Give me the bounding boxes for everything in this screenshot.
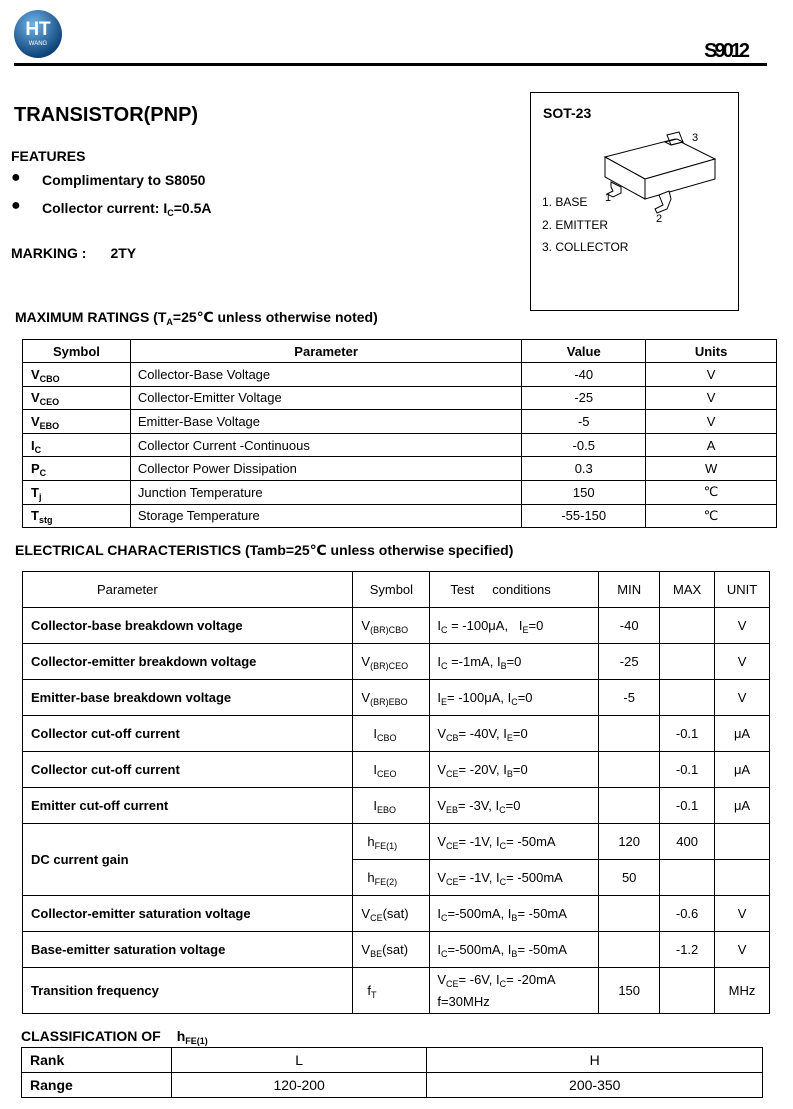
col-parameter: Parameter (23, 572, 353, 608)
max-cell: -0.1 (660, 716, 715, 752)
table-row (23, 968, 770, 1014)
company-logo (12, 8, 64, 60)
sot23-package-icon (595, 129, 735, 224)
min-cell (599, 932, 660, 968)
unit-cell: MHz (715, 968, 770, 1014)
unit-cell: μA (715, 752, 770, 788)
max-cell: 400 (660, 824, 715, 860)
bullet-icon: ● (11, 169, 21, 186)
symbol-cell: $V_{(BR)CEO}$ (353, 644, 430, 680)
lead-1-label: 1 (605, 192, 612, 204)
max-cell (660, 860, 715, 896)
marking-line: MARKING : 2TY (11, 245, 137, 261)
parameter-cell: Storage Temperature (130, 504, 521, 528)
col-min: MIN (599, 572, 660, 608)
table-row (23, 680, 770, 716)
unit-cell: W (646, 457, 777, 481)
parameter-cell: Emitter-Base Voltage (130, 410, 521, 434)
value-cell: -55-150 (522, 504, 646, 528)
unit-cell (715, 824, 770, 860)
table-row (22, 1048, 763, 1073)
value-cell: 0.3 (522, 457, 646, 481)
col-unit: UNIT (715, 572, 770, 608)
table-row (22, 1073, 763, 1098)
table-row (23, 386, 777, 410)
range-label: Range (22, 1073, 172, 1098)
parameter-cell: Junction Temperature (130, 480, 521, 504)
parameter-cell: Emitter-base breakdown voltage (23, 680, 353, 716)
unit-cell: V (646, 410, 777, 434)
symbol-cell: $V_{CE}(sat)$ (353, 896, 430, 932)
min-cell (599, 752, 660, 788)
table-row (23, 716, 770, 752)
min-cell (599, 896, 660, 932)
table-row (23, 608, 770, 644)
parameter-cell: Collector-emitter saturation voltage (23, 896, 353, 932)
col-test-conditions: Test conditions (430, 572, 599, 608)
feature-item-2: ● Collector current: $I_C=0.5A$ (11, 197, 212, 218)
pin-label-emitter: 2. EMITTER (542, 218, 609, 232)
logo-subtext: WANG (28, 41, 48, 47)
symbol-cell: $f_T$ (353, 968, 430, 1014)
parameter-cell: Emitter cut-off current (23, 788, 353, 824)
parameter-cell: Collector-emitter breakdown voltage (23, 644, 353, 680)
unit-cell: V (715, 644, 770, 680)
parameter-cell: Base-emitter saturation voltage (23, 932, 353, 968)
features-heading: FEATURES (11, 148, 86, 164)
max-cell: -0.6 (660, 896, 715, 932)
value-cell: 150 (522, 480, 646, 504)
parameter-cell: DC current gain (23, 824, 353, 896)
min-cell (599, 716, 660, 752)
value-cell: -25 (522, 386, 646, 410)
table-header-row (23, 340, 777, 363)
lead-3-label: 3 (692, 132, 699, 144)
symbol-cell: $V_{EBO}$ (23, 410, 131, 434)
unit-cell: μA (715, 788, 770, 824)
electrical-heading: ELECTRICAL CHARACTERISTICS (Tamb=25℃ unless otherwise specified) (15, 542, 514, 558)
unit-cell (715, 860, 770, 896)
bullet-icon: ● (11, 197, 21, 214)
symbol-cell: $I_{CEO}$ (353, 752, 430, 788)
rank-label: Rank (22, 1048, 172, 1073)
symbol-cell: $h_{FE(1)}$ (353, 824, 430, 860)
col-symbol: Symbol (23, 340, 131, 363)
condition-cell: $V_{EB}= -3V$, $I_C=0$ (430, 788, 599, 824)
condition-cell: $I_C =-1mA$, $I_B=0$ (430, 644, 599, 680)
parameter-cell: Collector cut-off current (23, 716, 353, 752)
max-cell: -1.2 (660, 932, 715, 968)
parameter-cell: Collector Power Dissipation (130, 457, 521, 481)
table-row (23, 504, 777, 528)
symbol-cell: $T_{stg}$ (23, 504, 131, 528)
classification-heading: CLASSIFICATION OF $h_{FE(1)}$ (21, 1028, 208, 1046)
col-parameter: Parameter (130, 340, 521, 363)
max-ratings-table (22, 339, 777, 528)
part-number: S9012 (704, 40, 747, 62)
table-header-row (23, 572, 770, 608)
condition-cell: $I_C = -100\mu A$, $I_E=0$ (430, 608, 599, 644)
condition-cell: $V_{CE}= -1V$, $I_C= -500mA$ (430, 860, 599, 896)
parameter-cell: Collector-Emitter Voltage (130, 386, 521, 410)
table-row (23, 788, 770, 824)
symbol-cell: $P_C$ (23, 457, 131, 481)
symbol-cell: $V_{CBO}$ (23, 363, 131, 387)
col-value: Value (522, 340, 646, 363)
parameter-cell: Transition frequency (23, 968, 353, 1014)
table-row (23, 824, 770, 860)
min-cell: -40 (599, 608, 660, 644)
symbol-cell: $V_{CEO}$ (23, 386, 131, 410)
col-max: MAX (660, 572, 715, 608)
unit-cell: ℃ (646, 480, 777, 504)
symbol-cell: $V_{(BR)EBO}$ (353, 680, 430, 716)
min-cell: 120 (599, 824, 660, 860)
symbol-cell: $I_{CBO}$ (353, 716, 430, 752)
rank-cell: L (171, 1048, 427, 1073)
unit-cell: V (715, 896, 770, 932)
max-ratings-heading: MAXIMUM RATINGS ($T_A=25℃$ unless otherwise noted) (15, 309, 378, 327)
parameter-cell: Collector cut-off current (23, 752, 353, 788)
col-symbol: Symbol (353, 572, 430, 608)
table-row (23, 363, 777, 387)
unit-cell: V (646, 363, 777, 387)
symbol-cell: $I_C$ (23, 433, 131, 457)
pin-label-collector: 3. COLLECTOR (542, 240, 629, 254)
value-cell: -40 (522, 363, 646, 387)
symbol-cell: $V_{(BR)CBO}$ (353, 608, 430, 644)
min-cell: 50 (599, 860, 660, 896)
rank-cell: H (427, 1048, 763, 1073)
condition-cell: $V_{CE}= -20V$, $I_B=0$ (430, 752, 599, 788)
logo-letters: HT (25, 19, 51, 40)
value-cell: -0.5 (522, 433, 646, 457)
col-units: Units (646, 340, 777, 363)
max-cell (660, 644, 715, 680)
max-cell (660, 608, 715, 644)
max-cell: -0.1 (660, 788, 715, 824)
unit-cell: V (715, 932, 770, 968)
table-row (23, 433, 777, 457)
symbol-cell: $T_j$ (23, 480, 131, 504)
unit-cell: V (646, 386, 777, 410)
symbol-cell: $I_{EBO}$ (353, 788, 430, 824)
table-row (23, 410, 777, 434)
unit-cell: ℃ (646, 504, 777, 528)
condition-cell: $V_{CE}= -6V$, $I_C= -20mA$ f=30MHz (430, 968, 599, 1014)
package-title: SOT-23 (543, 105, 592, 121)
min-cell: -5 (599, 680, 660, 716)
table-row (23, 932, 770, 968)
parameter-cell: Collector-base breakdown voltage (23, 608, 353, 644)
classification-table (21, 1047, 763, 1098)
unit-cell: A (646, 433, 777, 457)
range-cell: 200-350 (427, 1073, 763, 1098)
min-cell: -25 (599, 644, 660, 680)
table-row (23, 644, 770, 680)
package-box (530, 92, 739, 311)
condition-cell: $I_C=-500mA$, $I_B= -50mA$ (430, 896, 599, 932)
table-row (23, 896, 770, 932)
parameter-cell: Collector-Base Voltage (130, 363, 521, 387)
header-divider (14, 63, 767, 66)
max-cell (660, 968, 715, 1014)
pin-label-base: 1. BASE (542, 195, 588, 209)
table-row (23, 752, 770, 788)
unit-cell: μA (715, 716, 770, 752)
lead-2-label: 2 (656, 213, 663, 224)
electrical-table (22, 571, 770, 1014)
max-cell: -0.1 (660, 752, 715, 788)
condition-cell: $I_E= -100\mu A$, $I_C=0$ (430, 680, 599, 716)
range-cell: 120-200 (171, 1073, 427, 1098)
table-row (23, 457, 777, 481)
condition-cell: $V_{CB}= -40V$, $I_E=0$ (430, 716, 599, 752)
unit-cell: V (715, 608, 770, 644)
unit-cell: V (715, 680, 770, 716)
value-cell: -5 (522, 410, 646, 434)
condition-cell: $V_{CE}= -1V$, $I_C= -50mA$ (430, 824, 599, 860)
min-cell: 150 (599, 968, 660, 1014)
feature-item-1: ● Complimentary to S8050 (11, 169, 206, 188)
symbol-cell: $h_{FE(2)}$ (353, 860, 430, 896)
condition-cell: $I_C=-500mA$, $I_B= -50mA$ (430, 932, 599, 968)
parameter-cell: Collector Current -Continuous (130, 433, 521, 457)
min-cell (599, 788, 660, 824)
table-row (23, 480, 777, 504)
symbol-cell: $V_{BE}(sat)$ (353, 932, 430, 968)
max-cell (660, 680, 715, 716)
page-title: TRANSISTOR(PNP) (14, 104, 199, 126)
